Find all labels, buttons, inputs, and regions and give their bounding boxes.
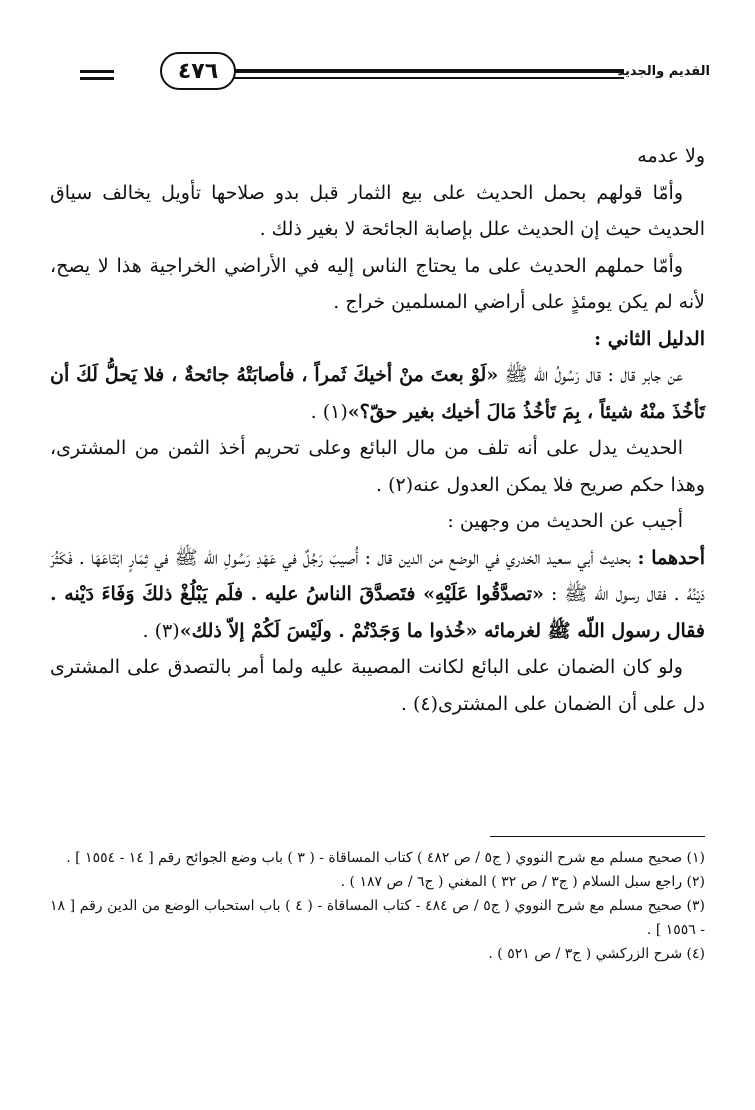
first-answer-label: أحدهما : bbox=[630, 546, 705, 569]
paragraph-hadith-jabir bbox=[50, 357, 705, 430]
header-rule-short-bottom bbox=[80, 77, 114, 80]
page-header bbox=[70, 52, 710, 96]
header-rule-long-bottom bbox=[234, 77, 624, 79]
hadith-intro: عن جابر قال : قال رَسُولُ اللّه ﷺ bbox=[498, 364, 683, 386]
running-title: القديم والجديد bbox=[617, 64, 710, 79]
footnote-3: (٣) صحيح مسلم مع شرح النووي ( ج٥ / ص ٤٨٤ - كتاب المساقاة - ( ٤ ) باب استحباب الوضع من الدين رقم [ ١٨ - ١٥٥٦ ] . bbox=[50, 898, 705, 938]
paragraph-2: وأمّا قولهم بحمل الحديث على بيع الثمار قبل بدو صلاحها تأويل يخالف سياق الحديث حيث إن الحديث علل بإصابة الجائحة لا بغير ذلك . bbox=[50, 181, 705, 240]
paragraph-8: ولو كان الضمان على البائع لكانت المصيبة عليه ولما أمر بالتصدق على المشترى دل على أن الضمان على المشترى(٤) . bbox=[50, 656, 705, 715]
paragraph-first-answer bbox=[50, 540, 705, 650]
header-rule-short-top bbox=[80, 70, 114, 73]
footnotes bbox=[50, 846, 705, 966]
footnote-1: (١) صحيح مسلم مع شرح النووي ( ج٥ / ص ٤٨٢ ) كتاب المساقاة - ( ٣ ) باب وضع الجوائح رقم [ ١٤ - ١٥٥٤ ] . bbox=[66, 850, 705, 866]
footnote-ref-3: (٣) . bbox=[142, 619, 180, 642]
page-number: ٤٧٦ bbox=[160, 52, 236, 90]
paragraph-5: الحديث يدل على أنه تلف من مال البائع وعلى تحريم أخذ الثمن من المشترى، وهذا حكم صريح فلا يمكن العدول عنه(٢) . bbox=[50, 437, 705, 496]
header-rule-long-top bbox=[234, 69, 624, 73]
first-answer-quote: «تصدَّقُوا عَلَيْهِ» فتَصدَّقَ الناسُ عليه . فلَم يَبْلُغْ ذلكَ وَفَاءَ دَيْنه . فقال رسول اللّه ﷺ لغرمائه «خُذوا ما وَجَدْتُمْ . ولَيْسَ لَكُمْ إلاّ ذلك» bbox=[50, 583, 705, 642]
footnote-separator bbox=[490, 836, 705, 837]
paragraph-6: أجيب عن الحديث من وجهين : bbox=[447, 510, 683, 532]
footnote-4: (٤) شرح الزركشي ( ج٣ / ص ٥٢١ ) . bbox=[488, 946, 705, 962]
footnote-2: (٢) راجع سبل السلام ( ج٣ / ص ٣٢ ) المغني ( ج٦ / ص ١٨٧ ) . bbox=[340, 874, 705, 890]
paragraph-1: ولا عدمه bbox=[637, 145, 705, 167]
footnote-ref-1: (١) . bbox=[310, 400, 348, 423]
first-answer-text: بحديث أبي سعيد الخدري في الوضع من الدين قال : أُصيبَ رَجُلٌ في عَهْدِ رَسُولِ اللّه ﷺ في ثِمَارٍ ابْتَاعَهَا . فَكَثُرَ دَيْنُهُ . فقال رسول اللّه ﷺ : bbox=[50, 546, 705, 605]
hadith-quote: «لَوْ بعتَ منْ أخيكَ ثَمراً ، فأصابَتْهُ جائحةٌ ، فلا يَحلُّ لَكَ أن تَأخُذَ منْهُ شيئاً ، بِمَ تَأخُذُ مَالَ أخيك بغير حقّ؟» bbox=[50, 364, 705, 423]
main-text bbox=[50, 138, 705, 722]
paragraph-3: وأمّا حملهم الحديث على ما يحتاج الناس إليه في الأراضي الخراجية هذا لا يصح، لأنه لم يكن يومئذٍ على أراضي المسلمين خراج . bbox=[50, 254, 705, 313]
section-heading-second-evidence: الدليل الثاني : bbox=[594, 327, 705, 350]
